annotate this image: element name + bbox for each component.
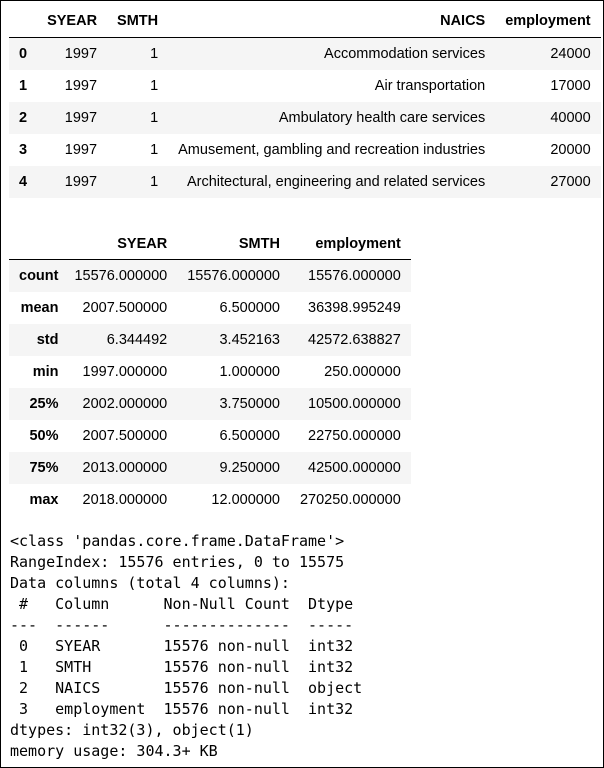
cell-syear: 1997 xyxy=(64,142,98,158)
cell-smth: 6.500000 xyxy=(219,428,280,444)
info-line: # Column Non-Null Count Dtype xyxy=(10,595,363,613)
info-line: --- ------ -------------- ----- xyxy=(10,616,363,634)
cell-smth: 3.452163 xyxy=(219,332,280,348)
cell-employment: 42572.638827 xyxy=(308,332,401,348)
cell-syear: 1997 xyxy=(64,174,98,190)
stat-label: count xyxy=(19,268,59,284)
info-line: dtypes: int32(3), object(1) xyxy=(10,721,254,739)
cell-employment: 36398.995249 xyxy=(308,300,401,316)
table-row xyxy=(9,292,411,324)
stat-label: min xyxy=(32,364,59,380)
cell-employment: 15576.000000 xyxy=(308,268,401,284)
head-index-header xyxy=(9,5,37,38)
info-line: <class 'pandas.core.frame.DataFrame'> xyxy=(10,532,345,550)
table-row xyxy=(9,484,411,516)
row-index: 2 xyxy=(19,110,28,126)
table-row xyxy=(9,260,411,293)
cell-syear: 1997 xyxy=(64,46,98,62)
cell-naics: Amusement, gambling and recreation industries xyxy=(178,142,486,158)
table-row xyxy=(9,388,411,420)
cell-syear: 2002.000000 xyxy=(82,396,168,412)
table-row xyxy=(9,452,411,484)
stat-label: std xyxy=(36,332,59,348)
describe-col-smth: SMTH xyxy=(177,228,290,260)
describe-table-header xyxy=(9,228,411,260)
row-index: 4 xyxy=(19,174,28,190)
stat-label: 25% xyxy=(29,396,59,412)
cell-syear: 15576.000000 xyxy=(74,268,168,284)
cell-smth: 1 xyxy=(150,78,159,94)
cell-employment: 270250.000000 xyxy=(299,492,401,508)
cell-syear: 2013.000000 xyxy=(82,460,168,476)
table-row xyxy=(9,324,411,356)
cell-syear: 6.344492 xyxy=(106,332,168,348)
cell-employment: 22750.000000 xyxy=(308,428,401,444)
row-index: 0 xyxy=(19,46,28,62)
head-table-header xyxy=(9,5,601,38)
cell-employment: 250.000000 xyxy=(324,364,401,380)
table-row xyxy=(9,102,601,134)
cell-syear: 1997 xyxy=(64,78,98,94)
cell-employment: 10500.000000 xyxy=(308,396,401,412)
cell-syear: 2018.000000 xyxy=(82,492,168,508)
head-table xyxy=(9,5,601,198)
describe-col-syear: SYEAR xyxy=(64,228,177,260)
cell-smth: 1 xyxy=(150,110,159,126)
cell-naics: Architectural, engineering and related services xyxy=(186,174,486,190)
cell-smth: 12.000000 xyxy=(211,492,280,508)
table-row xyxy=(9,420,411,452)
cell-naics: Ambulatory health care services xyxy=(278,110,486,126)
cell-employment: 24000 xyxy=(550,46,591,62)
info-line: memory usage: 304.3+ KB xyxy=(10,742,218,760)
cell-smth: 6.500000 xyxy=(219,300,280,316)
table-row xyxy=(9,356,411,388)
cell-smth: 15576.000000 xyxy=(187,268,280,284)
cell-smth: 1.000000 xyxy=(219,364,280,380)
table-row xyxy=(9,134,601,166)
cell-employment: 20000 xyxy=(550,142,591,158)
stat-label: 50% xyxy=(29,428,59,444)
table-row xyxy=(9,70,601,102)
describe-index-header xyxy=(9,228,64,260)
cell-syear: 1997 xyxy=(64,110,98,126)
cell-syear: 2007.500000 xyxy=(82,300,168,316)
info-line: Data columns (total 4 columns): xyxy=(10,574,290,592)
describe-col-employment: employment xyxy=(290,228,411,260)
info-line: 1 SMTH 15576 non-null int32 xyxy=(10,658,363,676)
head-col-naics: NAICS xyxy=(168,5,495,38)
stat-label: 75% xyxy=(29,460,59,476)
table-row xyxy=(9,166,601,198)
cell-smth: 1 xyxy=(150,142,159,158)
cell-employment: 27000 xyxy=(550,174,591,190)
cell-syear: 2007.500000 xyxy=(82,428,168,444)
cell-naics: Air transportation xyxy=(374,78,486,94)
describe-table xyxy=(9,228,411,516)
info-line: 2 NAICS 15576 non-null object xyxy=(10,679,363,697)
info-line: 0 SYEAR 15576 non-null int32 xyxy=(10,637,363,655)
cell-smth: 9.250000 xyxy=(219,460,280,476)
cell-smth: 1 xyxy=(150,174,159,190)
cell-employment: 42500.000000 xyxy=(308,460,401,476)
stat-label: max xyxy=(29,492,59,508)
info-line: RangeIndex: 15576 entries, 0 to 15575 xyxy=(10,553,345,571)
row-index: 1 xyxy=(19,78,28,94)
info-line: 3 employment 15576 non-null int32 xyxy=(10,700,363,718)
table-row xyxy=(9,38,601,71)
cell-employment: 40000 xyxy=(550,110,591,126)
head-col-syear: SYEAR xyxy=(37,5,107,38)
stat-label: mean xyxy=(20,300,59,316)
row-index: 3 xyxy=(19,142,28,158)
cell-employment: 17000 xyxy=(550,78,591,94)
head-col-smth: SMTH xyxy=(107,5,168,38)
cell-smth: 3.750000 xyxy=(219,396,280,412)
cell-syear: 1997.000000 xyxy=(82,364,168,380)
cell-naics: Accommodation services xyxy=(324,46,486,62)
head-col-employment: employment xyxy=(495,5,600,38)
cell-smth: 1 xyxy=(150,46,159,62)
info-output xyxy=(10,531,362,762)
